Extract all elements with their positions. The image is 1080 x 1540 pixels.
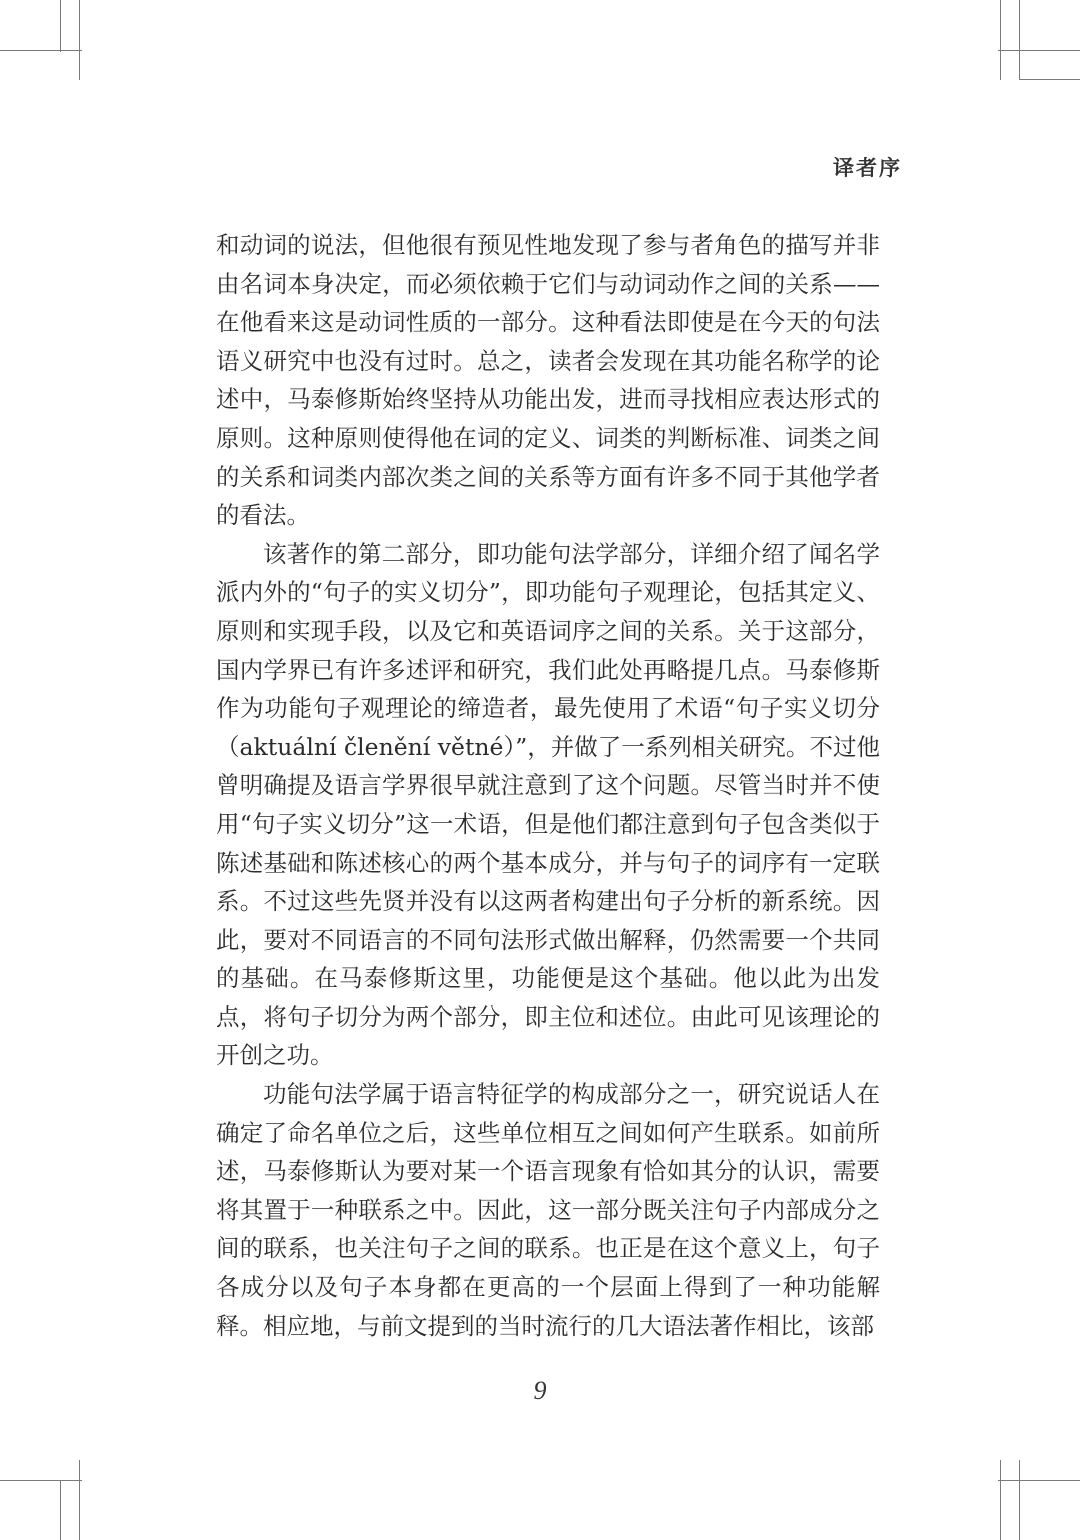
page-number: 9 [533,1376,547,1405]
crop-mark-bottom-right-vertical-inner [1019,1460,1020,1540]
crop-mark-top-left-vertical [79,0,80,80]
crop-mark-top-left-vertical-inner [60,0,61,52]
crop-mark-bottom-right-horizontal [998,1480,1080,1481]
crop-mark-top-right-vertical-inner [1019,0,1020,80]
crop-mark-top-right-vertical [1000,0,1001,80]
paragraph-3: 功能句法学属于语言特征学的构成部分之一，研究说话人在确定了命名单位之后，这些单位相互之间如何产生联系。如前所述，马泰修斯认为要对某一个语言现象有恰如其分的认识，需要将其置于一种联系之中。因此，这一部分既关注句子内部成分之间的联系，也关注句子之间的联系。也正是在这个意义上，句子各成分以及句子本身都在更高的一个层面上得到了一种功能解释。相应地，与前文提到的当时流行的几大语法著作相比，该部 [216,1080,880,1340]
paragraph-2: 该著作的第二部分，即功能句法学部分，详细介绍了闻名学派内外的“句子的实义切分”，即功能句子观理论，包括其定义、原则和实现手段，以及它和英语词序之间的关系。关于这部分，国内学界已有许多述评和研究，我们此处再略提几点。马泰修斯作为功能句子观理论的缔造者，最先使用了术语“句子实义切分（aktuální členění větné）”，并做了一系列相关研究。不过他曾明确提及语言学界很早就注意到了这个问题。尽管当时并不使用“句子实义切分”这一术语，但是他们都注意到句子包含类似于陈述基础和陈述核心的两个基本成分，并与句子的词序有一定联系。不过这些先贤并没有以这两者构建出句子分析的新系统。因此，要对不同语言的不同句法形式做出解释，仍然需要一个共同的基础。在马泰修斯这里，功能便是这个基础。他以此为出发点，将句子切分为两个部分，即主位和述位。由此可见该理论的开创之功。 [216,539,880,1070]
crop-mark-top-left-horizontal [0,50,82,51]
paragraph-1: 和动词的说法，但他很有预见性地发现了参与者角色的描写并非由名词本身决定，而必须依赖于它们与动词动作之间的关系——在他看来这是动词性质的一部分。这种看法即使是在今天的句法语义研究中也没有过时。总之，读者会发现在其功能名称学的论述中，马泰修斯始终坚持从功能出发，进而寻找相应表达形式的原则。这种原则使得他在词的定义、词类的判断标准、词类之间的关系和词类内部次类之间的关系等方面有许多不同于其他学者的看法。 [216,231,880,530]
crop-mark-top-right-horizontal [998,50,1080,51]
body-text [216,226,880,1345]
crop-mark-bottom-left-vertical-inner [60,1480,61,1540]
crop-mark-top-right-horizontal-inner [1019,79,1080,80]
crop-mark-bottom-right-vertical [1000,1460,1001,1540]
crop-mark-bottom-left-vertical [79,1460,80,1540]
running-header-title: 译者序 [833,156,902,180]
crop-mark-bottom-left-horizontal [0,1480,82,1481]
